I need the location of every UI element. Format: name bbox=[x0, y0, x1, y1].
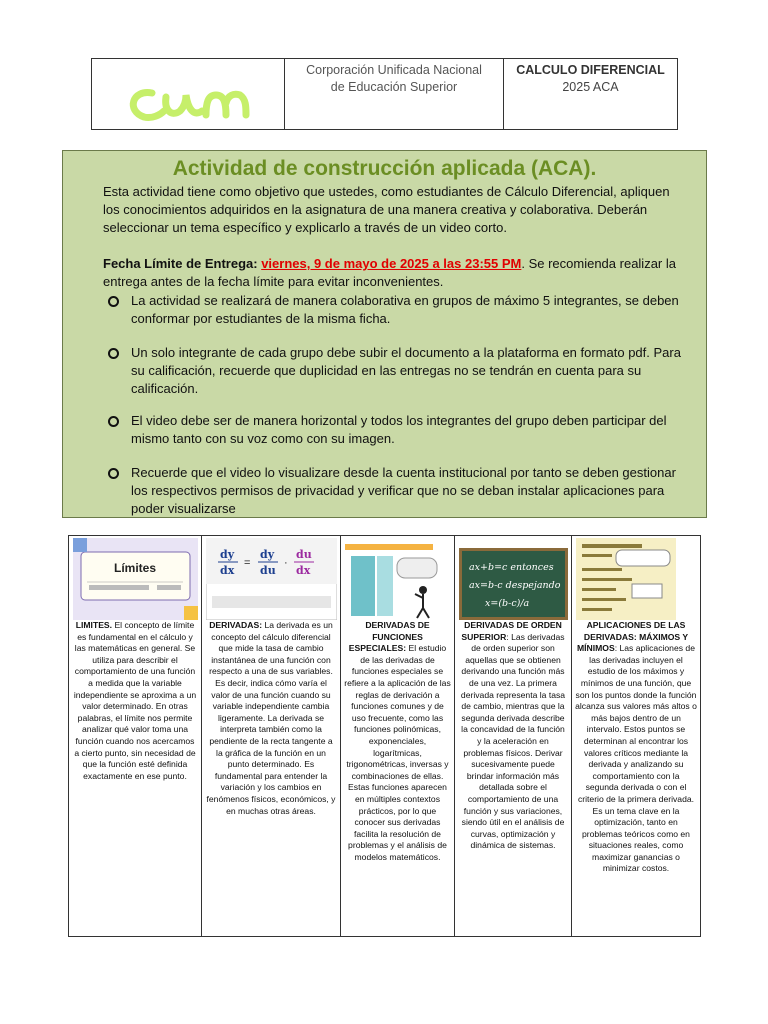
due-date: viernes, 9 de mayo de 2025 a las 23:55 PM bbox=[261, 256, 522, 271]
due-date-paragraph bbox=[103, 255, 683, 291]
activity-title: Actividad de construcción aplicada (ACA). bbox=[172, 157, 597, 180]
topic-description bbox=[72, 620, 198, 782]
topic-description bbox=[205, 620, 337, 817]
topic-heading: LIMITES. bbox=[75, 620, 113, 630]
activity-intro: Esta actividad tiene como objetivo que ustedes, como estudiantes de Cálculo Diferencial, apliquen los conocimientos adquiridos en la asignatura de una manera creativa y colaborativa. Deberán seleccionar un tema específico y explicarlo a través de un video corto. bbox=[103, 184, 670, 235]
bullet-text: Recuerde que el video lo visualizare desde la cuenta institucional por tanto se deben gestionar los respectivos permisos de privacidad y verificar que no se deban instalar aplicaciones para poder visualizarse bbox=[131, 465, 676, 516]
svg-text:=: = bbox=[244, 557, 251, 569]
topic-body: : Las derivadas de orden superior son aquellas que se obtienen derivando una función más de una vez. La primera derivada representa la tasa de cambio, mientras que la segunda derivada describe la concavidad de la función y la aceleración en problemas físicos. Derivar sucesivamente puede brindar información más detallada sobre el comportamiento de una función y sus variaciones, siendo útil en el análisis de curvas, optimización y dinámica de sistemas. bbox=[460, 631, 566, 851]
topic-column-derivatives bbox=[202, 536, 341, 936]
topic-body: El estudio de las derivadas de funciones especiales se refiere a la aplicación de las reglas de derivación a funciones comunes y de uso frecuente, como las funciones polinómicas, exponenciales, logarítmicas, trigonométricas, inversas y combinaciones de ellas. Estas funciones aparecen en múltiples contextos prácticos, por lo que conocer sus derivadas facilita la resolución de problemas y el análisis de modelos matemáticos. bbox=[344, 643, 451, 862]
limits-image bbox=[73, 538, 198, 620]
topic-column-higher-order bbox=[455, 536, 572, 936]
derivative-rules-image bbox=[576, 538, 696, 620]
bullet-text: El video debe ser de manera horizontal y todos los integrantes del grupo deben participar del mismo tanto con su voz como con su imagen. bbox=[131, 413, 667, 446]
bullet-text: La actividad se realizará de manera colaborativa en grupos de máximo 5 integrantes, se deben conformar por estudiantes de la misma ficha. bbox=[131, 293, 679, 326]
chalkboard-line: x=(b-c)/a bbox=[485, 598, 530, 609]
topic-body: El concepto de límite es fundamental en el cálculo y las matemáticas en general. Se utiliza para describir el comportamiento de una función a medida que la variable independiente se aproxima a un valor determinado. En otras palabras, el límite nos permite analizar qué valor toma una función cuando nos acercamos a cierto punto, sin necesidad de que la función esté definida exactamente en ese punto. bbox=[73, 620, 197, 781]
svg-text:du: du bbox=[296, 548, 312, 561]
course-cell bbox=[504, 59, 677, 129]
topic-description bbox=[575, 620, 697, 875]
due-note: . Se recomienda realizar la entrega antes de la fecha límite para evitar inconvenientes. bbox=[103, 256, 676, 289]
svg-text:·: · bbox=[284, 557, 288, 569]
topic-column-special-functions bbox=[341, 536, 455, 936]
course-name: CALCULO DIFERENCIAL bbox=[516, 63, 665, 77]
chalkboard-line: ax+b=c entonces bbox=[469, 562, 554, 573]
topic-body: : Las aplicaciones de las derivadas incluyen el estudio de los máximos y mínimos de una función, que son los puntos donde la función alcanza sus valores más altos o más bajos dentro de un intervalo. Estos puntos se determinan al encontrar los valores críticos mediante la derivada y analizando su comportamiento con la segunda derivada o con el criterio de la primera derivada. Es un tema clave en la optimización, tanto en problemas teóricos como en situaciones reales, como maximizar ganancias o minimizar costos. bbox=[575, 643, 697, 874]
topic-heading: APLICACIONES DE LAS DERIVADAS: MÁXIMOS Y MÍNIMOS bbox=[577, 620, 689, 654]
svg-text:du: du bbox=[260, 564, 276, 577]
topic-heading: DERIVADAS DE ORDEN SUPERIOR bbox=[461, 620, 562, 642]
header-table bbox=[91, 58, 678, 130]
svg-text:dx: dx bbox=[220, 564, 235, 577]
bullet-icon bbox=[108, 348, 119, 359]
chain-rule-image bbox=[206, 538, 337, 620]
topic-column-limits bbox=[69, 536, 202, 936]
chalkboard-image bbox=[459, 538, 568, 620]
svg-text:dy: dy bbox=[260, 548, 275, 561]
topic-heading: DERIVADAS DE FUNCIONES ESPECIALES: bbox=[348, 620, 430, 654]
chalkboard-line: ax=b-c despejando bbox=[469, 580, 561, 591]
institution-cell bbox=[285, 59, 504, 129]
bullet-icon bbox=[108, 416, 119, 427]
svg-text:dx: dx bbox=[296, 564, 311, 577]
bullet-icon bbox=[108, 296, 119, 307]
formula-table-image bbox=[345, 538, 451, 620]
svg-text:dy: dy bbox=[220, 548, 235, 561]
institution-line1: Corporación Unificada Nacional bbox=[306, 63, 482, 77]
bullet-icon bbox=[108, 468, 119, 479]
institution-line2: de Educación Superior bbox=[330, 80, 458, 94]
bullet-text: Un solo integrante de cada grupo debe subir el documento a la plataforma en formato pdf. Para su calificación, recuerde que duplicidad en las entregas no se tendrán en cuenta para su calificación. bbox=[131, 345, 681, 396]
limits-image-title: Límites bbox=[113, 561, 157, 575]
activity-box bbox=[62, 150, 707, 518]
logo-cell bbox=[92, 59, 285, 129]
cun-logo bbox=[122, 81, 262, 125]
due-label: Fecha Límite de Entrega: bbox=[103, 256, 262, 271]
course-period: 2025 ACA bbox=[562, 80, 619, 94]
topic-body: La derivada es un concepto del cálculo diferencial que mide la tasa de cambio instantánea de una función con respecto a una de sus variables. Es decir, indica cómo varía el valor de una función cuando su variable independiente cambia ligeramente. La derivada se interpreta también como la pendiente de la recta tangente a la gráfica de la función en un punto determinado. Es fundamental para entender la variación y los cambios en fenómenos físicos, económicos, y en muchas otras áreas. bbox=[206, 620, 336, 816]
topic-description bbox=[458, 620, 568, 852]
topic-column-applications bbox=[572, 536, 700, 936]
topic-description bbox=[344, 620, 451, 863]
topics-table bbox=[68, 535, 701, 937]
topic-heading: DERIVADAS: bbox=[209, 620, 263, 630]
